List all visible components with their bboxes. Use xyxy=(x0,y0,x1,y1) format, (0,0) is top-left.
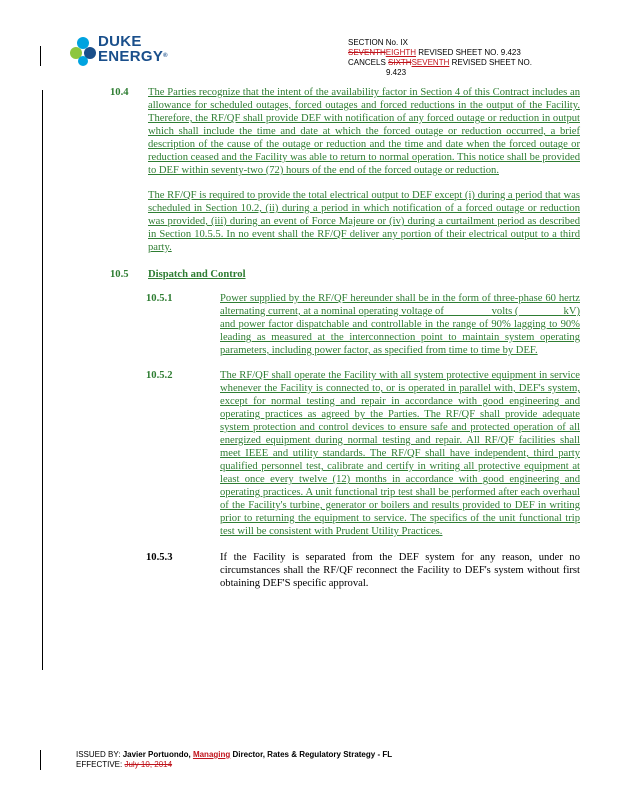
issued-by-line: ISSUED BY: Javier Portuondo, Managing Director, Rates & Regulatory Strategy - FL xyxy=(76,750,393,759)
logo-wordmark: DUKE ENERGY® xyxy=(98,33,168,65)
section-number-10-5-3: 10.5.3 xyxy=(146,552,173,563)
section-10-5-2-text: The RF/QF shall operate the Facility with all system protective equipment in service whenever the Facility is connected to, or is operated in parallel with, DEF's system, except for normal testing and repair in accordance with good engineering and operating practices as agreed by the Parties. The RF/QF shall provide adequate system protection and control devices to ensure safe and protected operation of all energized equipment during normal testing and repair. All RF/QF facilities shall meet IEEE and utility standards. The RF/QF shall have independent, third party qualified personnel test, calibrate and certify in writing all protective equipment at least once every twelve (12) months in accordance with good engineering and operating practices. A unit functional trip test shall be performed after each overhaul of the Facility's turbine, generator or boilers and results provided to DEF in writing prior to returning the equipment to service. The specifics of the unit functional trip test will be consistent with Prudent Utility Practices. xyxy=(220,370,580,537)
document-body xyxy=(110,86,580,590)
cancels-sheet-number: 9.423 xyxy=(386,68,407,77)
section-10-5-title: Dispatch and Control xyxy=(148,269,246,280)
section-10-5-1-text: Power supplied by the RF/QF hereunder shall be in the form of three-phase 60 hertz alternating current, at a nominal operating voltage of ________ volts (________ kV) and power factor dispatchable and controllable in the range of 90% lagging to 90% leading as measured at the interconnection point to maintain system operating parameters, including power factor, as specified from time to time by DEF. xyxy=(220,293,580,356)
sheet-header xyxy=(348,38,588,78)
sheet-footer xyxy=(76,750,392,770)
section-number-10-5-1: 10.5.1 xyxy=(146,293,173,304)
effective-line: EFFECTIVE: July 10, 2014 xyxy=(76,760,173,769)
revision-bar-header xyxy=(40,46,41,66)
section-number: SECTION No. IX xyxy=(348,38,409,47)
section-number-10-4: 10.4 xyxy=(110,87,129,98)
section-10-4 xyxy=(110,86,580,254)
revised-sheet-line: SEVENTHEIGHTH REVISED SHEET NO. 9.423 xyxy=(348,48,521,57)
section-10-4-para-1: The Parties recognize that the intent of the availability factor in Section 4 of this Contract includes an allowance for scheduled outages, forced outages and forced reductions in the output of the Facility. Therefore, the RF/QF shall provide DEF with notification of any forced outage or reduction in output which shall include the time and date at which the forced outage or reduction occurred, a brief description of the cause of the outage or reduction and the time and date when the forced outage or reduction ceased and the Facility was able to return to normal operation. This notice shall be provided to DEF within seventy-two (72) hours of the end of the forced outage or reduction. xyxy=(148,87,580,176)
cancels-line: CANCELS SIXTHSEVENTH REVISED SHEET NO. xyxy=(348,58,532,67)
section-number-10-5-2: 10.5.2 xyxy=(146,370,173,381)
section-number-10-5: 10.5 xyxy=(110,269,129,280)
section-10-5-3-text: If the Facility is separated from the DEF system for any reason, under no circumstances shall the RF/QF reconnect the Facility to DEF's system without first obtaining DEF'S specific approval. xyxy=(220,552,580,589)
logo-flower-icon xyxy=(70,36,96,66)
section-10-5-heading xyxy=(110,268,580,281)
section-10-5-3 xyxy=(146,551,580,590)
revision-bar-footer xyxy=(40,750,41,770)
section-10-5-2 xyxy=(146,369,580,538)
revision-bar-body xyxy=(42,90,43,670)
duke-energy-logo xyxy=(70,34,200,70)
section-10-4-para-2: The RF/QF is required to provide the total electrical output to DEF except (i) during a period that was scheduled in Section 10.2, (ii) during a period in which notification of a forced outage or reduction was provided, (iii) during an event of Force Majeure or (iv) during a curtailment period as described in Section 10.5.5. In no event shall the RF/QF deliver any portion of their electrical output to a third party. xyxy=(148,190,580,253)
section-10-5-1 xyxy=(146,292,580,357)
